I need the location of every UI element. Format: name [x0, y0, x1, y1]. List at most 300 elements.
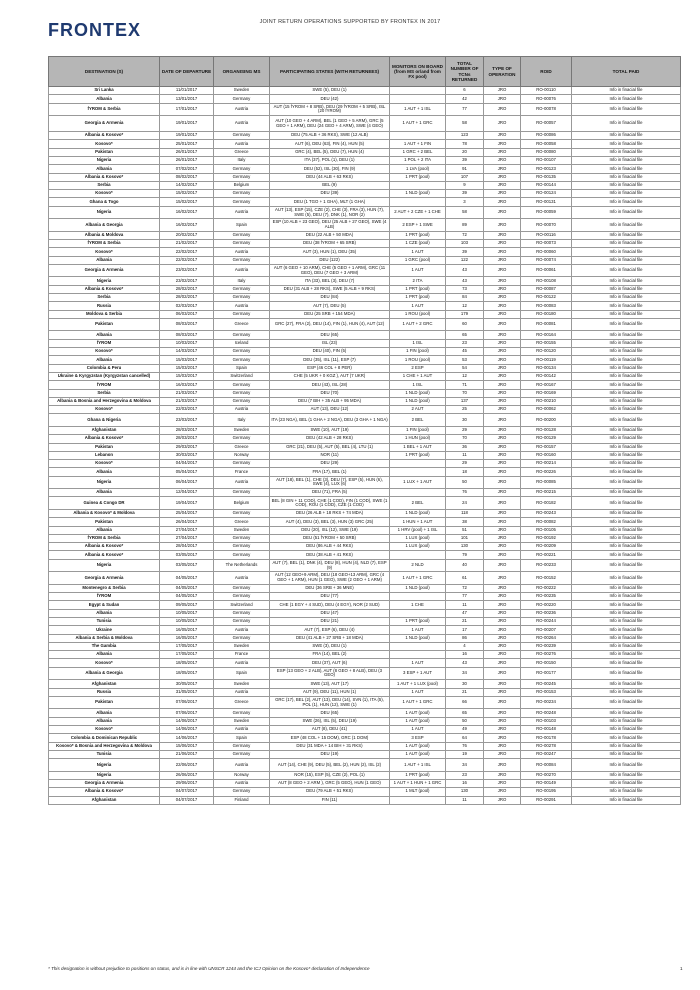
cell-type-of-operation: JRO	[484, 651, 521, 659]
cell-destination: Pakistan	[49, 148, 160, 156]
cell-date-of-departure: 04/04/2017	[160, 460, 214, 468]
cell-destination: Montenegro & Serbia	[49, 584, 160, 592]
cell-organising-ms: Germany	[214, 543, 270, 551]
cell-destination: Nigeria	[49, 156, 160, 164]
cell-total-paid: Info in finacial file	[572, 356, 681, 364]
cell-total-tcns-returned: 9	[446, 181, 484, 189]
cell-destination: Albania & Kosovo* & Moldova	[49, 509, 160, 517]
cell-roid: RO-00235	[521, 593, 572, 601]
cell-destination: Kosovo*	[49, 460, 160, 468]
cell-monitors-on-board: 1 CHE	[390, 601, 446, 609]
cell-destination: Albania	[49, 256, 160, 264]
cell-total-paid: Info in finacial file	[572, 659, 681, 667]
cell-destination: Serbia	[49, 294, 160, 302]
cell-total-tcns-returned: 34	[446, 667, 484, 680]
cell-roid: RO-00276	[521, 651, 572, 659]
table-row	[49, 593, 681, 601]
cell-total-tcns-returned: 65	[446, 709, 484, 717]
cell-destination: Ukraine & Kyrgyzstan (Kyrgyzstan cancelled)	[49, 372, 160, 380]
cell-date-of-departure: 16/05/2017	[160, 634, 214, 642]
cell-destination: Afghanistan	[49, 426, 160, 434]
cell-organising-ms: Spain	[214, 734, 270, 742]
cell-type-of-operation: JRO	[484, 559, 521, 572]
cell-participating-states: DEU (41 ALB + 27 SRB + 18 MDA)	[270, 634, 390, 642]
cell-type-of-operation: JRO	[484, 116, 521, 132]
cell-roid: RO-00087	[521, 285, 572, 293]
cell-participating-states: DEU (42)	[270, 95, 390, 103]
cell-participating-states: ESP (46 COL + 8 PER)	[270, 364, 390, 372]
cell-type-of-operation: JRO	[484, 509, 521, 517]
cell-type-of-operation: JRO	[484, 572, 521, 585]
cell-participating-states: DEU (65)	[270, 331, 390, 339]
table-row	[49, 634, 681, 642]
cell-roid: RO-00059	[521, 206, 572, 219]
cell-destination: Albania	[49, 165, 160, 173]
frontex-logo: FRONTEX	[48, 20, 142, 40]
table-row	[49, 788, 681, 796]
table-row	[49, 709, 681, 717]
cell-total-paid: Info in finacial file	[572, 426, 681, 434]
cell-type-of-operation: JRO	[484, 231, 521, 239]
cell-participating-states: ESP (48 COL + 15 DOM), GRC (1 DOM)	[270, 734, 390, 742]
cell-type-of-operation: JRO	[484, 140, 521, 148]
cell-organising-ms: Austria	[214, 140, 270, 148]
cell-type-of-operation: JRO	[484, 443, 521, 451]
cell-organising-ms: Iceland	[214, 339, 270, 347]
cell-total-tcns-returned: 50	[446, 717, 484, 725]
cell-type-of-operation: JRO	[484, 667, 521, 680]
table-row	[49, 572, 681, 585]
table-row	[49, 231, 681, 239]
column-header-type-of-operation: TYPE OF OPERATION	[484, 57, 521, 87]
table-row	[49, 750, 681, 758]
cell-destination: Nigeria	[49, 476, 160, 489]
cell-organising-ms: Germany	[214, 788, 270, 796]
cell-date-of-departure: 31/05/2017	[160, 688, 214, 696]
cell-monitors-on-board	[390, 198, 446, 206]
cell-total-paid: Info in finacial file	[572, 543, 681, 551]
table-row	[49, 667, 681, 680]
cell-organising-ms: Germany	[214, 132, 270, 140]
cell-destination: Ghana & Nigeria	[49, 414, 160, 427]
cell-monitors-on-board: 1 PRT (pool)	[390, 294, 446, 302]
table-row	[49, 165, 681, 173]
cell-roid: RO-00083	[521, 302, 572, 310]
cell-participating-states: NOR (11)	[270, 451, 390, 459]
cell-participating-states: DEU (42 ALB + 28 RKS)	[270, 435, 390, 443]
cell-destination: Ghana & Togo	[49, 198, 160, 206]
cell-type-of-operation: JRO	[484, 526, 521, 534]
cell-participating-states: AUT (12 GEO+9 ARM), DEU (18 GEO+13 ARM), GRC (4 GEO + 1 ARM), HUN (1 GEO), SWE (2 GEO + 1 ARM)	[270, 572, 390, 585]
cell-participating-states: GRC (21), DEU (5), AUT (5), BEL (4), LTU (1)	[270, 443, 390, 451]
cell-monitors-on-board: 1 AUT (pool)	[390, 750, 446, 758]
cell-monitors-on-board	[390, 651, 446, 659]
cell-participating-states: DEU (70)	[270, 389, 390, 397]
cell-organising-ms: Austria	[214, 626, 270, 634]
cell-monitors-on-board: 1 AUT + 1 GRC	[390, 572, 446, 585]
table-row	[49, 264, 681, 277]
cell-participating-states: AUT (4), DEU (3), BEL (3), HUN (3) GRC (25)	[270, 518, 390, 526]
cell-total-tcns-returned: 16	[446, 779, 484, 787]
cell-total-paid: Info in finacial file	[572, 634, 681, 642]
cell-date-of-departure: 22/03/2017	[160, 406, 214, 414]
cell-organising-ms: Germany	[214, 381, 270, 389]
table-row	[49, 348, 681, 356]
cell-type-of-operation: JRO	[484, 339, 521, 347]
cell-participating-states: AUT (10 GEO + 4 ARM), BEL (1 GEO + 5 ARM), GRC (5 GEO + 1 ARM), DEU (24 GEO + 4 ARM), SWE (4 GEO)	[270, 116, 390, 132]
cell-organising-ms: Germany	[214, 310, 270, 318]
cell-total-paid: Info in finacial file	[572, 451, 681, 459]
cell-participating-states: DEU (7 BIH + 35 ALB + 95 MDA)	[270, 397, 390, 405]
cell-monitors-on-board: 1 NLD (pool)	[390, 397, 446, 405]
cell-type-of-operation: JRO	[484, 435, 521, 443]
cell-date-of-departure: 25/01/2017	[160, 140, 214, 148]
cell-destination: Moldova & Serbia	[49, 310, 160, 318]
cell-type-of-operation: JRO	[484, 294, 521, 302]
cell-organising-ms: Belgium	[214, 497, 270, 510]
cell-destination: Albania	[49, 709, 160, 717]
cell-total-tcns-returned: 72	[446, 231, 484, 239]
cell-destination: Russia	[49, 688, 160, 696]
cell-total-tcns-returned: 58	[446, 116, 484, 132]
cell-type-of-operation: JRO	[484, 688, 521, 696]
cell-total-paid: Info in finacial file	[572, 87, 681, 95]
cell-type-of-operation: JRO	[484, 609, 521, 617]
cell-type-of-operation: JRO	[484, 132, 521, 140]
cell-participating-states: DEU (65)	[270, 709, 390, 717]
cell-destination: Albania & Kosovo*	[49, 173, 160, 181]
cell-organising-ms: Italy	[214, 277, 270, 285]
cell-monitors-on-board: 1 NLD (pool)	[390, 190, 446, 198]
cell-type-of-operation: JRO	[484, 497, 521, 510]
cell-date-of-departure: 29/03/2017	[160, 443, 214, 451]
cell-roid: RO-00214	[521, 460, 572, 468]
cell-destination: Albania & Bosnia and Herzegovina & Moldova	[49, 397, 160, 405]
cell-total-paid: Info in finacial file	[572, 310, 681, 318]
cell-type-of-operation: JRO	[484, 779, 521, 787]
cell-participating-states: AUT (7), DEU (5)	[270, 302, 390, 310]
cell-participating-states: ITA (37), POL (1), DEU (1)	[270, 156, 390, 164]
cell-roid: RO-00057	[521, 116, 572, 132]
cell-date-of-departure: 08/02/2017	[160, 173, 214, 181]
cell-participating-states: DEU (19)	[270, 750, 390, 758]
cell-type-of-operation: JRO	[484, 103, 521, 116]
cell-total-paid: Info in finacial file	[572, 219, 681, 232]
table-row	[49, 256, 681, 264]
cell-organising-ms: Austria	[214, 779, 270, 787]
table-row	[49, 310, 681, 318]
cell-total-tcns-returned: 29	[446, 460, 484, 468]
cell-destination: Colombia & Peru	[49, 364, 160, 372]
cell-participating-states: CHE (1 EGY + 4 SUD), DEU (4 EGY), NOR (2 SUD)	[270, 601, 390, 609]
cell-organising-ms: Germany	[214, 95, 270, 103]
cell-total-tcns-returned: 30	[446, 680, 484, 688]
cell-monitors-on-board: 2 BEL	[390, 497, 446, 510]
cell-type-of-operation: JRO	[484, 302, 521, 310]
cell-type-of-operation: JRO	[484, 256, 521, 264]
cell-total-paid: Info in finacial file	[572, 165, 681, 173]
cell-total-tcns-returned: 50	[446, 476, 484, 489]
table-row	[49, 688, 681, 696]
cell-type-of-operation: JRO	[484, 95, 521, 103]
cell-participating-states: GRC (4), BEL (5), DEU (7), HUN (4)	[270, 148, 390, 156]
cell-type-of-operation: JRO	[484, 181, 521, 189]
table-row	[49, 742, 681, 750]
cell-total-paid: Info in finacial file	[572, 734, 681, 742]
cell-type-of-operation: JRO	[484, 348, 521, 356]
cell-monitors-on-board: 1 LVA (pool)	[390, 165, 446, 173]
cell-total-tcns-returned: 21	[446, 688, 484, 696]
cell-destination: Pakistan	[49, 318, 160, 331]
cell-total-paid: Info in finacial file	[572, 397, 681, 405]
cell-participating-states: DEU (1 TGO + 1 GHA), MLT (1 GHA)	[270, 198, 390, 206]
cell-participating-states: AUT (6 GEO + 10 ARM), CHE (5 GEO + 1 ARM), GRC (11 GEO), DEU (7 GEO + 3 ARM)	[270, 264, 390, 277]
cell-participating-states: FIN (11)	[270, 796, 390, 804]
cell-type-of-operation: JRO	[484, 148, 521, 156]
cell-total-paid: Info in finacial file	[572, 771, 681, 779]
cell-type-of-operation: JRO	[484, 318, 521, 331]
cell-monitors-on-board: 1 AUT + 2 GRC	[390, 318, 446, 331]
cell-type-of-operation: JRO	[484, 364, 521, 372]
cell-organising-ms: Germany	[214, 742, 270, 750]
table-row	[49, 140, 681, 148]
cell-total-paid: Info in finacial file	[572, 181, 681, 189]
cell-monitors-on-board: 2 AUT + 2 CZE + 1 CHE	[390, 206, 446, 219]
cell-roid: RO-00144	[521, 181, 572, 189]
table-row	[49, 240, 681, 248]
cell-total-tcns-returned: 23	[446, 771, 484, 779]
table-row	[49, 206, 681, 219]
table-row	[49, 406, 681, 414]
cell-participating-states: DEU (43), ISL (28)	[270, 381, 390, 389]
cell-destination: Tunisia	[49, 750, 160, 758]
cell-total-tcns-returned: 21	[446, 617, 484, 625]
cell-destination: Ukraine	[49, 626, 160, 634]
cell-participating-states: DEU (38 ALB + 41 RKS)	[270, 551, 390, 559]
cell-total-tcns-returned: 30	[446, 414, 484, 427]
cell-date-of-departure: 21/06/2017	[160, 750, 214, 758]
table-row	[49, 734, 681, 742]
cell-date-of-departure: 26/06/2017	[160, 771, 214, 779]
cell-date-of-departure: 23/02/2017	[160, 264, 214, 277]
cell-total-tcns-returned: 29	[446, 426, 484, 434]
cell-total-paid: Info in finacial file	[572, 406, 681, 414]
cell-date-of-departure: 04/05/2017	[160, 584, 214, 592]
cell-monitors-on-board	[390, 796, 446, 804]
cell-roid: RO-00210	[521, 397, 572, 405]
table-row	[49, 156, 681, 164]
cell-monitors-on-board: 1 PRT (pool)	[390, 617, 446, 625]
cell-date-of-departure: 26/01/2017	[160, 156, 214, 164]
cell-roid: RO-00085	[521, 476, 572, 489]
cell-roid: RO-00108	[521, 277, 572, 285]
cell-participating-states: BEL (9)	[270, 181, 390, 189]
cell-monitors-on-board	[390, 331, 446, 339]
cell-total-paid: Info in finacial file	[572, 173, 681, 181]
cell-date-of-departure: 23/02/2017	[160, 277, 214, 285]
cell-monitors-on-board: 1 HUN (pool)	[390, 435, 446, 443]
cell-date-of-departure: 07/06/2017	[160, 696, 214, 709]
cell-monitors-on-board	[390, 95, 446, 103]
cell-monitors-on-board: 2 ITA	[390, 277, 446, 285]
cell-roid: RO-00076	[521, 95, 572, 103]
table-row	[49, 696, 681, 709]
cell-destination: Kosovo*	[49, 725, 160, 733]
cell-destination: fYROM	[49, 381, 160, 389]
cell-type-of-operation: JRO	[484, 240, 521, 248]
cell-organising-ms: Spain	[214, 219, 270, 232]
cell-total-paid: Info in finacial file	[572, 190, 681, 198]
cell-total-tcns-returned: 12	[446, 302, 484, 310]
cell-total-paid: Info in finacial file	[572, 414, 681, 427]
cell-type-of-operation: JRO	[484, 381, 521, 389]
cell-monitors-on-board: 1 AUT + 1 GRC	[390, 116, 446, 132]
cell-roid: RO-00180	[521, 310, 572, 318]
cell-total-tcns-returned: 60	[446, 318, 484, 331]
cell-date-of-departure: 18/05/2017	[160, 659, 214, 667]
cell-monitors-on-board: 3 ESP + 1 AUT	[390, 667, 446, 680]
cell-total-paid: Info in finacial file	[572, 617, 681, 625]
cell-roid: RO-00264	[521, 634, 572, 642]
cell-type-of-operation: JRO	[484, 190, 521, 198]
cell-total-paid: Info in finacial file	[572, 651, 681, 659]
cell-monitors-on-board: 1 MLT (pool)	[390, 788, 446, 796]
cell-participating-states: DEU (21)	[270, 617, 390, 625]
document-title: JOINT RETURN OPERATIONS SUPPORTED BY FRONTEX IN 2017	[259, 19, 441, 25]
cell-roid: RO-00226	[521, 468, 572, 476]
cell-organising-ms: Sweden	[214, 680, 270, 688]
table-row	[49, 318, 681, 331]
cell-type-of-operation: JRO	[484, 372, 521, 380]
cell-roid: RO-00135	[521, 173, 572, 181]
cell-destination: Georgia & Armenia	[49, 116, 160, 132]
cell-total-paid: Info in finacial file	[572, 717, 681, 725]
table-row	[49, 198, 681, 206]
cell-total-tcns-returned: 77	[446, 103, 484, 116]
cell-type-of-operation: JRO	[484, 451, 521, 459]
cell-monitors-on-board	[390, 460, 446, 468]
cell-destination: Albania & Kosovo*	[49, 551, 160, 559]
cell-participating-states: DEU (47)	[270, 609, 390, 617]
operations-table	[48, 56, 681, 805]
cell-roid: RO-00128	[521, 426, 572, 434]
cell-destination: Georgia & Armenia	[49, 779, 160, 787]
cell-date-of-departure: 28/03/2017	[160, 426, 214, 434]
cell-roid: RO-00270	[521, 771, 572, 779]
cell-monitors-on-board: 1 AUT (pool)	[390, 742, 446, 750]
cell-date-of-departure: 14/03/2017	[160, 348, 214, 356]
cell-destination: Pakistan	[49, 518, 160, 526]
cell-roid: RO-00233	[521, 559, 572, 572]
cell-monitors-on-board: 1 LUX (pool)	[390, 543, 446, 551]
cell-total-tcns-returned: 76	[446, 489, 484, 497]
cell-date-of-departure: 04/07/2017	[160, 788, 214, 796]
cell-roid: RO-00207	[521, 626, 572, 634]
table-row	[49, 372, 681, 380]
cell-roid: RO-00060	[521, 248, 572, 256]
cell-destination: Afghanistan	[49, 680, 160, 688]
cell-monitors-on-board	[390, 593, 446, 601]
cell-monitors-on-board: 1 AUT + 1 ISL	[390, 759, 446, 772]
cell-monitors-on-board	[390, 181, 446, 189]
cell-date-of-departure: 21/03/2017	[160, 389, 214, 397]
cell-organising-ms: Finland	[214, 796, 270, 804]
cell-type-of-operation: JRO	[484, 534, 521, 542]
cell-roid: RO-00086	[521, 132, 572, 140]
cell-total-paid: Info in finacial file	[572, 688, 681, 696]
cell-roid: RO-00192	[521, 534, 572, 542]
cell-total-paid: Info in finacial file	[572, 667, 681, 680]
cell-monitors-on-board: 1 AUT	[390, 264, 446, 277]
cell-monitors-on-board: 1 CHE + 1 AUT	[390, 372, 446, 380]
cell-destination: Lebanon	[49, 451, 160, 459]
cell-total-tcns-returned: 76	[446, 742, 484, 750]
cell-date-of-departure: 12/04/2017	[160, 489, 214, 497]
table-row	[49, 302, 681, 310]
cell-roid: RO-00152	[521, 572, 572, 585]
cell-destination: Albania & Moldova	[49, 231, 160, 239]
cell-participating-states: DEU (38 fYROM + 65 SRB)	[270, 240, 390, 248]
cell-monitors-on-board: 1 AUT	[390, 659, 446, 667]
cell-participating-states: AUT (6), DEU (63), FIN (4), HUN (5)	[270, 140, 390, 148]
cell-total-tcns-returned: 65	[446, 331, 484, 339]
cell-organising-ms: Switzerland	[214, 372, 270, 380]
cell-destination: Nigeria	[49, 559, 160, 572]
cell-destination: fYROM & Serbia	[49, 240, 160, 248]
cell-date-of-departure: 28/03/2017	[160, 435, 214, 443]
cell-monitors-on-board: 2 ESP	[390, 364, 446, 372]
cell-date-of-departure: 15/06/2017	[160, 742, 214, 750]
table-row	[49, 294, 681, 302]
cell-total-tcns-returned: 12	[446, 372, 484, 380]
cell-roid: RO-00167	[521, 381, 572, 389]
cell-date-of-departure: 30/03/2017	[160, 451, 214, 459]
cell-roid: RO-00103	[521, 717, 572, 725]
cell-date-of-departure: 10/03/2017	[160, 339, 214, 347]
cell-participating-states: AUT (9), DEU (11), HUN (1)	[270, 688, 390, 696]
cell-roid: RO-00134	[521, 364, 572, 372]
cell-total-paid: Info in finacial file	[572, 206, 681, 219]
cell-type-of-operation: JRO	[484, 397, 521, 405]
cell-total-paid: Info in finacial file	[572, 559, 681, 572]
cell-total-tcns-returned: 66	[446, 696, 484, 709]
cell-organising-ms: Germany	[214, 397, 270, 405]
cell-monitors-on-board: 1 FIN (pool)	[390, 426, 446, 434]
cell-total-paid: Info in finacial file	[572, 285, 681, 293]
cell-monitors-on-board	[390, 551, 446, 559]
cell-participating-states: DEU (26 ALB + 18 RKS + 74 MDA)	[270, 509, 390, 517]
cell-participating-states: DEU (79 ALB + 51 RKS)	[270, 788, 390, 796]
footnote: * This designation is without prejudice to positions on status, and is in line with UNSCR 1244 and the ICJ Opinion on the Kosovo* declaration of Independence	[48, 966, 370, 971]
page-number: 1	[680, 966, 683, 971]
cell-total-paid: Info in finacial file	[572, 248, 681, 256]
cell-destination: Albania	[49, 609, 160, 617]
cell-participating-states: DEU (22 ALB + 50 MDA)	[270, 231, 390, 239]
cell-total-paid: Info in finacial file	[572, 372, 681, 380]
cell-date-of-departure: 06/04/2017	[160, 476, 214, 489]
cell-date-of-departure: 15/02/2017	[160, 198, 214, 206]
cell-total-tcns-returned: 72	[446, 584, 484, 592]
cell-total-tcns-returned: 34	[446, 759, 484, 772]
table-row	[49, 443, 681, 451]
cell-participating-states: FRA (17), BEL (1)	[270, 468, 390, 476]
cell-destination: Colombia & Dominican Republic	[49, 734, 160, 742]
cell-total-paid: Info in finacial file	[572, 318, 681, 331]
cell-type-of-operation: JRO	[484, 264, 521, 277]
cell-participating-states: DEU (77)	[270, 593, 390, 601]
cell-total-paid: Info in finacial file	[572, 240, 681, 248]
cell-total-tcns-returned: 40	[446, 559, 484, 572]
